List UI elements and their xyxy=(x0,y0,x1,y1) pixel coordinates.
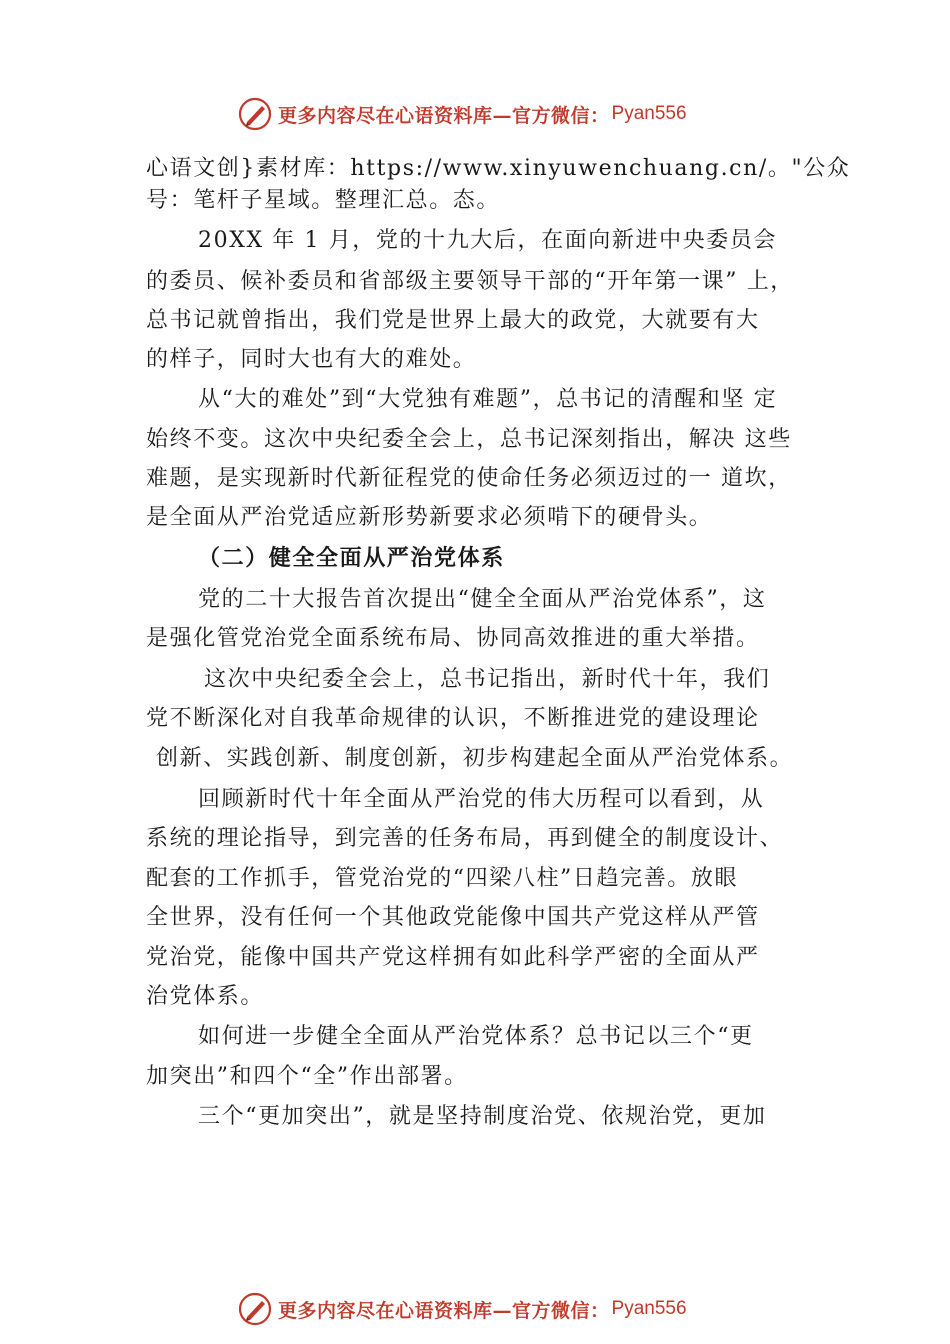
text-line: 系统的理论指导，到完善的任务布局，再到健全的制度设计、 xyxy=(146,826,784,851)
text-line: 配套的工作抓手，管党治党的“四梁八柱”日趋完善。放眼 xyxy=(146,866,739,891)
text-line: 党的二十大报告首次提出“健全全面从严治党体系”，这 xyxy=(198,587,767,612)
text-line: 全世界，没有任何一个其他政党能像中国共产党这样从严管 xyxy=(146,905,760,930)
text-line: 难题，是实现新时代新征程党的使命任务必须迈过的一 道坎， xyxy=(146,466,792,491)
text-line: 党不断深化对自我革命规律的认识，不断推进党的建设理论 xyxy=(146,706,760,731)
section-heading: （二）健全全面从严治党体系 xyxy=(198,545,505,571)
text-line: 治党体系。 xyxy=(146,984,265,1009)
text-line: 回顾新时代十年全面从严治党的伟大历程可以看到，从 xyxy=(198,787,765,812)
text-line: 始终不变。这次中央纪委全会上，总书记深刻指出，解决 这些 xyxy=(146,427,792,452)
banner-text: 更多内容尽在心语资料库—官方微信： xyxy=(278,104,610,127)
header-banner xyxy=(238,97,687,131)
text-line: 加突出”和四个“全”作出部署。 xyxy=(146,1064,468,1089)
banner-wechat-id: Pyan556 xyxy=(611,103,687,124)
text-line: 创新、实践创新、制度创新，初步构建起全面从严治党体系。 xyxy=(156,746,794,771)
pen-logo-icon xyxy=(238,97,272,131)
text-line: 这次中央纪委全会上，总书记指出，新时代十年，我们 xyxy=(204,667,771,692)
banner-wechat-id: Pyan556 xyxy=(611,1298,687,1319)
text-line: 从“大的难处”到“大党独有难题”，总书记的清醒和坚 定 xyxy=(198,387,778,412)
text-line: 如何进一步健全全面从严治党体系？总书记以三个“更 xyxy=(198,1024,754,1049)
text-line: 20XX 年 1 月，党的十九大后，在面向新进中央委员会 xyxy=(198,228,778,253)
text-line: 三个“更加突出”，就是坚持制度治党、依规治党，更加 xyxy=(198,1104,767,1129)
text-line: 总书记就曾指出，我们党是世界上最大的政党，大就要有大 xyxy=(146,308,760,333)
text-line: 号：笔杆子星域。整理汇总。态。 xyxy=(146,188,501,213)
pen-logo-icon xyxy=(238,1292,272,1326)
text-line: 的委员、候补委员和省部级主要领导干部的“开年第一课” 上， xyxy=(146,269,794,294)
footer-banner xyxy=(238,1292,687,1326)
text-line: 的样子，同时大也有大的难处。 xyxy=(146,347,477,372)
text-line: 是全面从严治党适应新形势新要求必须啃下的硬骨头。 xyxy=(146,505,713,530)
text-line: 是强化管党治党全面系统布局、协同高效推进的重大举措。 xyxy=(146,626,760,651)
banner-text: 更多内容尽在心语资料库—官方微信： xyxy=(278,1299,610,1322)
text-line: 心语文创}素材库：https://www.xinyuwenchuang.cn/。"公众 xyxy=(146,156,851,181)
text-line: 党治党，能像中国共产党这样拥有如此科学严密的全面从严 xyxy=(146,945,760,970)
